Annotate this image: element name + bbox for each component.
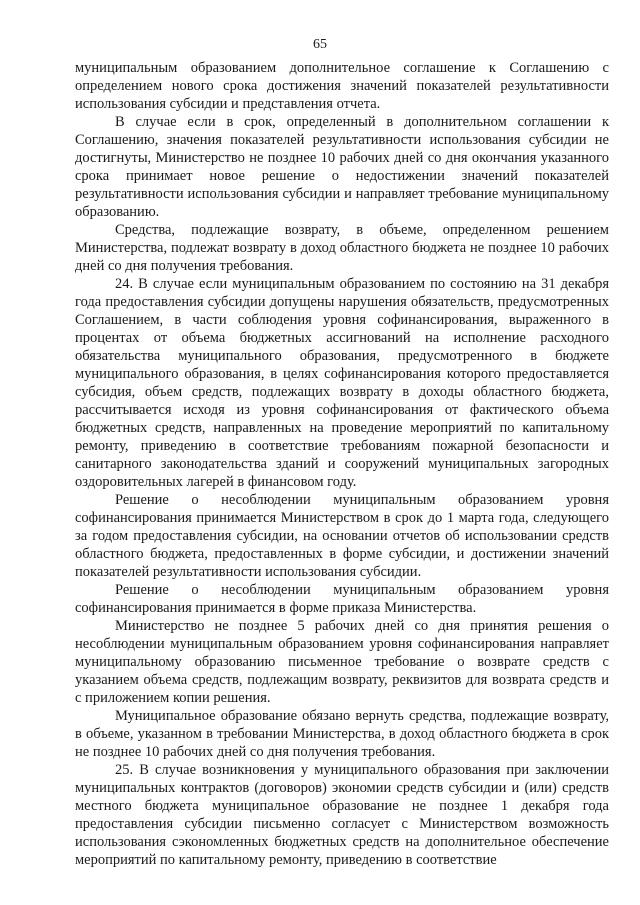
- paragraph: Решение о несоблюдении муниципальным образованием уровня софинансирования принимается Министерством в срок до 1 марта года, следующего за годом предоставления субсидии, на основании отчетов об использовании средств областного бюджета, предоставленных в форме субсидии, и достижении значений показателей результативности использования субсидии.: [75, 492, 609, 580]
- page-number: 65: [313, 37, 327, 52]
- paragraph: Средства, подлежащие возврату, в объеме, определенном решением Министерства, подлежат возврату в доход областного бюджета не позднее 10 рабочих дней со дня получения требования.: [75, 222, 609, 274]
- paragraph-clause-25: 25. В случае возникновения у муниципального образования при заключении муниципальных контрактов (договоров) экономии средств субсидии и (или) средств местного бюджета муниципальное образование не позднее 1 декабря года предоставления субсидии письменно согласует с Министерством возможность использования сэкономленных бюджетных средств на дополнительное обеспечение мероприятий по капитальному ремонту, приведению в соответствие: [75, 762, 609, 868]
- paragraph: Решение о несоблюдении муниципальным образованием уровня софинансирования принимается в форме приказа Министерства.: [75, 582, 609, 616]
- paragraph-clause-24: 24. В случае если муниципальным образованием по состоянию на 31 декабря года предоставления субсидии допущены нарушения обязательств, предусмотренных Соглашением, в части соблюдения уровня софинансирования, выраженного в процентах от объема бюджетных ассигнований на исполнение расходного обязательства муниципального образования, предусмотренного в бюджете муниципального образования, в целях софинансирования которого предоставляется субсидия, объем средств, подлежащих возврату в доходы областного бюджета, рассчитывается исходя из уровня софинансирования от фактического объема бюджетных средств, направленных на проведение мероприятий по капитальному ремонту, приведению в соответствие требованиям пожарной безопасности и санитарного законодательства зданий и сооружений муниципальных загородных оздоровительных лагерей в финансовом году.: [75, 276, 609, 490]
- paragraph: Муниципальное образование обязано вернуть средства, подлежащие возврату, в объеме, указанном в требовании Министерства, в доход областного бюджета в срок не позднее 10 рабочих дней со дня получения требования.: [75, 708, 609, 760]
- document-body: [75, 59, 609, 869]
- paragraph-continuation: муниципальным образованием дополнительное соглашение к Соглашению с определением нового срока достижения значений показателей результативности использования субсидии и представления отчета.: [75, 60, 609, 112]
- paragraph: В случае если в срок, определенный в дополнительном соглашении к Соглашению, значения показателей результативности использования субсидии не достигнуты, Министерство не позднее 10 рабочих дней со дня окончания указанного срока принимает новое решение о недостижении значений показателей результативности использования субсидии и направляет требование муниципальному образованию.: [75, 114, 609, 220]
- paragraph: Министерство не позднее 5 рабочих дней со дня принятия решения о несоблюдении муниципальным образованием уровня софинансирования направляет муниципальному образованию письменное требование о возврате средств с указанием объема средств, подлежащим возврату, реквизитов для возврата средств и с приложением копии решения.: [75, 618, 609, 706]
